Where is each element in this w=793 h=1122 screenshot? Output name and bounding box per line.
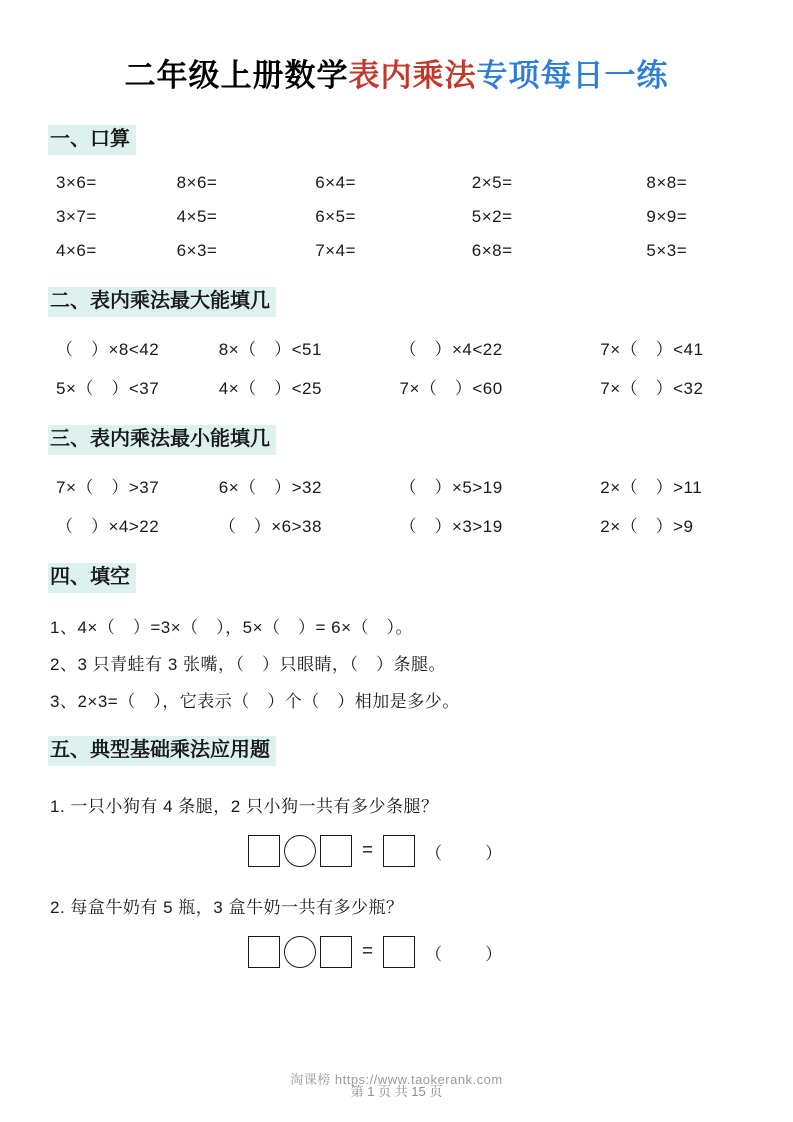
- title-part-black: 二年级上册数学: [124, 58, 349, 93]
- answer-equation-row: [48, 936, 745, 968]
- word-problem-text: 2. 每盒牛奶有 5 瓶，3 盒牛奶一共有多少瓶？: [50, 898, 404, 917]
- answer-box[interactable]: [248, 936, 280, 968]
- problem-row: [48, 473, 745, 498]
- fill-blank-line: 2、3 只青蛙有 3 张嘴，（ ）只眼睛，（ ）条腿。: [50, 655, 447, 674]
- title-part-blue: 专项每日一练: [476, 58, 669, 93]
- problem-row: [48, 374, 745, 399]
- problem-row: [48, 512, 745, 537]
- problem-cell: 7×4=: [315, 241, 356, 260]
- page-number: 第 1 页 共 15 页: [350, 1084, 443, 1099]
- equals-sign: =: [362, 840, 374, 861]
- fill-blank-line: 3、2×3=（ ），它表示（ ）个（ ）相加是多少。: [50, 692, 460, 711]
- problem-cell: 4×6=: [56, 241, 97, 260]
- problem-cell: 9×9=: [646, 207, 688, 226]
- problem-cell: （ ）×8<42: [56, 340, 160, 359]
- section-heading-3: 三、表内乘法最小能填几: [48, 425, 276, 455]
- problem-cell: 3×7=: [56, 207, 97, 226]
- problem-cell: （ ）×5>19: [399, 478, 503, 497]
- problem-cell: 5×2=: [471, 207, 513, 226]
- answer-box[interactable]: [383, 936, 415, 968]
- problem-cell: 6×3=: [176, 241, 218, 260]
- section-heading-1: 一、口算: [48, 125, 136, 155]
- problem-row: [48, 173, 745, 193]
- problem-cell: 7×（ ）<41: [600, 340, 704, 359]
- problem-cell: 4×（ ）<25: [218, 379, 322, 398]
- problem-row: [48, 335, 745, 360]
- section-heading-2: 二、表内乘法最大能填几: [48, 287, 276, 317]
- section-heading-4: 四、填空: [48, 563, 136, 593]
- operator-circle[interactable]: [284, 936, 316, 968]
- problem-cell: 8×8=: [646, 173, 688, 192]
- problem-row: [48, 241, 745, 261]
- problem-cell: （ ）×4>22: [56, 517, 160, 536]
- unit-parenthesis: （ ）: [425, 843, 506, 863]
- problem-cell: （ ）×6>38: [218, 517, 322, 536]
- answer-box[interactable]: [320, 936, 352, 968]
- problem-cell: （ ）×4<22: [399, 340, 503, 359]
- page-title: [48, 50, 745, 95]
- problem-cell: （ ）×3>19: [399, 517, 503, 536]
- problem-cell: 8×（ ）<51: [218, 340, 322, 359]
- problem-cell: 6×4=: [315, 173, 356, 192]
- watermark: 淘课榜 https://www.taokerank.com: [290, 1072, 503, 1087]
- problem-cell: 7×（ ）<60: [399, 379, 503, 398]
- answer-equation-row: [48, 835, 745, 867]
- problem-cell: 6×8=: [471, 241, 513, 260]
- section-heading-5: 五、典型基础乘法应用题: [48, 736, 276, 766]
- answer-box[interactable]: [248, 835, 280, 867]
- problem-cell: 7×（ ）>37: [56, 478, 160, 497]
- problem-row: [48, 207, 745, 227]
- title-part-red: 表内乘法: [348, 58, 477, 93]
- problem-cell: 4×5=: [176, 207, 218, 226]
- answer-box[interactable]: [383, 835, 415, 867]
- unit-parenthesis: （ ）: [425, 944, 506, 964]
- problem-cell: 6×5=: [315, 207, 356, 226]
- problem-cell: 2×（ ）>9: [600, 517, 694, 536]
- problem-cell: 2×（ ）>11: [600, 478, 703, 497]
- word-problem-text: 1. 一只小狗有 4 条腿，2 只小狗一共有多少条腿？: [50, 797, 439, 816]
- operator-circle[interactable]: [284, 835, 316, 867]
- problem-cell: 7×（ ）<32: [600, 379, 704, 398]
- problem-cell: 6×（ ）>32: [218, 478, 322, 497]
- problem-cell: 5×3=: [646, 241, 688, 260]
- problem-cell: 8×6=: [176, 173, 218, 192]
- problem-cell: 2×5=: [471, 173, 513, 192]
- fill-blank-line: 1、4×（ ）=3×（ ），5×（ ）= 6×（ ）。: [50, 618, 414, 637]
- equals-sign: =: [362, 941, 374, 962]
- problem-cell: 5×（ ）<37: [56, 379, 160, 398]
- problem-cell: 3×6=: [56, 173, 97, 192]
- answer-box[interactable]: [320, 835, 352, 867]
